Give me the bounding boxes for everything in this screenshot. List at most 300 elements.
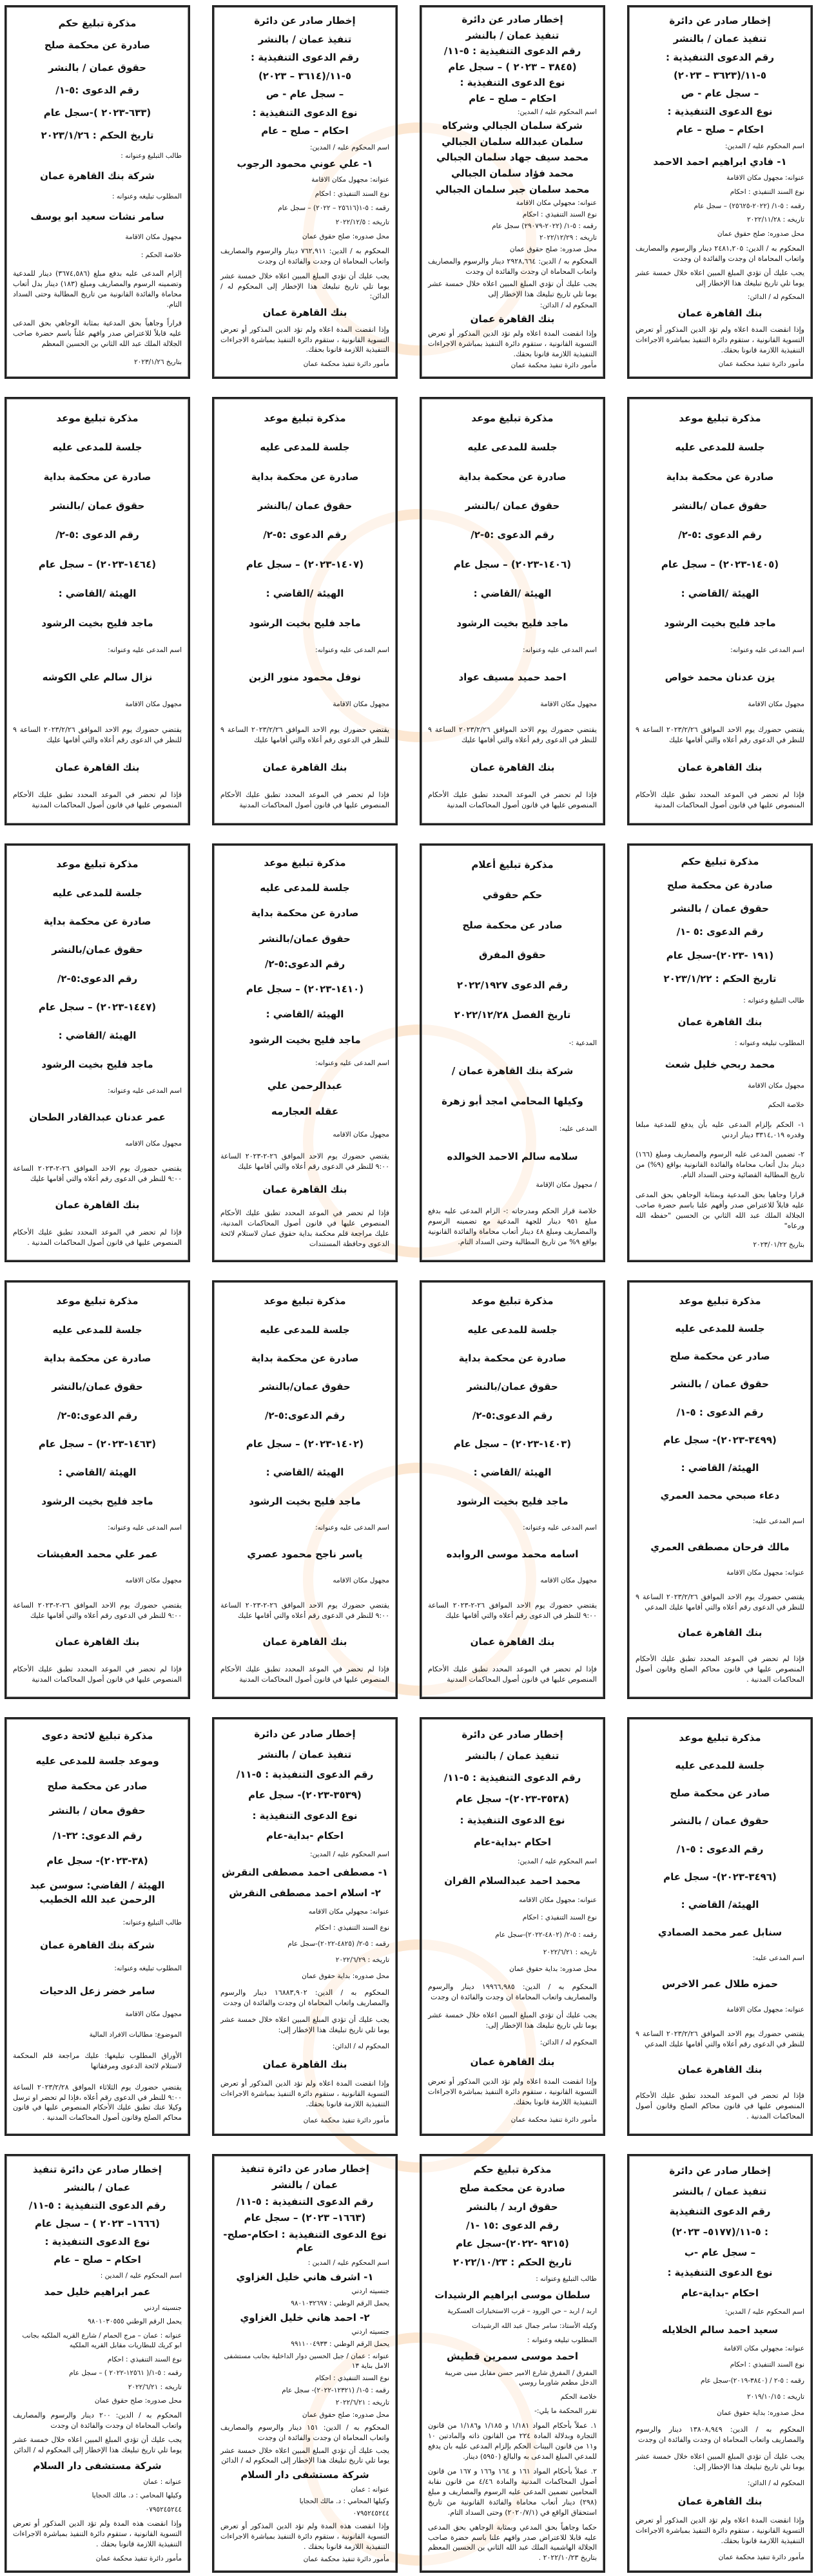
notice-party-name: ١- اشرف هاني خليل الغزاوي (236, 2271, 374, 2283)
notice-paragraph: المحكوم به / الدين: ٢٩٢٨,٦٦٤ دينار والرسوم والمصاريف واتعاب المحاماة ان وجدت والفائدة ان وجدت (428, 256, 597, 276)
notice-field: اسم المدعى عليه وعنوانه: (108, 646, 182, 655)
notice-field: وكيله الأستاذ: سامر جمال عبد الله الرشيدات (472, 2321, 597, 2330)
legal-notice (627, 843, 813, 1262)
notice-heading: (٣٥٣٨-٢٠٢٣)- سجل عام (456, 1793, 569, 1805)
notice-heading: (١٤٠٢-٢٠٢٣) – سجل عام (246, 1438, 364, 1450)
notice-paragraph: ٢- تضمين المدعى عليه الرسوم والمصاريف ومبلغ (١٦٦) دينار بدل أتعاب محاماة والفائدة القانونية بواقع (٩%) من تاريخ المطالبة القضائية وحتى السداد التام. (636, 1150, 804, 1180)
notice-heading: حقوق عمان / بالنشر (671, 903, 769, 915)
notice-field: طالب التبليغ وعنوانه : (121, 151, 182, 160)
notice-heading: (١٦٦٦– ٢٠٢٣ ) – سجل عام (35, 2218, 160, 2230)
notice-party-name: محمد سيف جهاد سلمان الجبالي (436, 151, 588, 164)
notice-field: المحكوم له / الدائن: (332, 2043, 389, 2051)
notice-paragraph: ١. عملاً بأحكام المواد ١/١٨١ و ١/١٨٥ و١/١٨٦ من قانون التجارة وبدلالة المادة ٢٢٤ من القانون ذاته والمادتين ١٠ و١١ من قانون البينات الحكم بإلزام المدعى عليه بان يدفع للمدعي المبلغ المدعى به والبالغ (٥٩٥٠) دينار. (428, 2421, 597, 2461)
notice-party-name: ١- فادي ابراهيم احمد الاحمد (653, 156, 787, 168)
notice-field: عنوانه: مجهول مكان الاقامه (519, 1896, 597, 1905)
legal-notice (212, 843, 398, 1262)
notice-field: خلاصة الحكم (560, 2392, 597, 2401)
notice-party-name: وكيلها المحامي امجد أبو زهرة (442, 1095, 583, 1107)
legal-notice (627, 397, 813, 825)
notice-heading: رقم الدعوى: ٣٢-١/ (52, 1830, 142, 1842)
notice-field: اسم المحكوم عليه / المدين: (518, 1857, 597, 1865)
notice-heading: مذكرة تبليغ موعد (264, 1295, 346, 1307)
notice-heading: جلسة للمدعى عليه (675, 441, 765, 454)
notice-field: مجهول مكان الاقامة (333, 700, 389, 709)
legal-notice (212, 1717, 398, 2136)
notice-party-name: بنك القاهرة عمان (677, 2064, 763, 2076)
notice-party-name: حمزه طلال عمر الاخرس (661, 1978, 779, 1990)
notice-field: الموضوع: مطالبات الافراد المالية (89, 2030, 182, 2039)
notice-heading: (٦٣٣-٢٠٢٣ )-سجل عام (43, 106, 151, 119)
notice-party-name: ياسر ناجح محمود عصري (247, 1548, 363, 1560)
notice-field: خلاصة الحكم : (141, 251, 182, 260)
notice-heading: احكام -بداية-عام (473, 1836, 551, 1848)
legal-notice (627, 2154, 813, 2573)
notice-paragraph: وإذا انقضت المدة اعلاه ولم تؤد الدين المذكور أو تعرض التسوية القانونية ، ستقوم دائرة التنفيذ بمباشرة الاجراءات التنفيذية اللازمة قانونا بحقك. (428, 2077, 597, 2107)
notice-paragraph: يقتضي حضورك يوم الاحد الموافق ٢٠٢٣/٢/٢٦ الساعة ٩ للنظر في الدعوى رقم أعلاه والتي أقامها عليك (636, 726, 804, 745)
notice-party-name: ٢- اسلام احمد مصطفى النقرش (229, 1887, 381, 1899)
notice-field: نوع السند التنفيذي : احكام (107, 2355, 182, 2363)
legal-notice (212, 2154, 398, 2573)
notice-heading: تاريخ الحكم : ٢٠٢٣/١/٢٦ (41, 129, 154, 141)
notice-heading: ماجد فليح بخيت الرشود (249, 617, 361, 629)
notice-heading: مذكرة تبليغ موعد (471, 412, 554, 424)
notice-field: اسم المدعى عليه وعنوانه: (523, 1524, 597, 1532)
notice-heading: نوع الدعوى التنفيذية : (252, 1809, 358, 1821)
notice-field: اسم المحكوم عليه / المدين: (725, 142, 804, 150)
notice-paragraph: يقتضي حضورك يوم الاحد الموافق ٢٦-٢-٢٠٢٣ الساعة ٩:٠٠ للنظر في الدعوى رقم أعلاه والتي أقامها عليك (13, 1601, 182, 1620)
notice-heading: رقم الدعوى :٥-١/ (55, 84, 139, 97)
notice-party-name: عمر عدنان عبدالقادر الطحان (29, 1111, 166, 1123)
notice-heading: الهيئة / القاضي: سوسن عبد الرحمن عبد الله الخطيب (30, 1879, 165, 1906)
notice-field: مجهول مكان الاقامه (333, 1577, 389, 1585)
legal-notice (627, 1280, 813, 1699)
notice-heading: نوع الدعوى التنفيذية : احكام-صلح-عام (223, 2228, 387, 2254)
notice-heading: (١٤٠٧-٢٠٢٣) – سجل عام (246, 558, 364, 570)
notice-heading: مذكرة تبليغ موعد (56, 858, 139, 870)
notice-heading: الهيئة /القاضي : (58, 1030, 137, 1042)
notice-field: مأمور دائرة تنفيذ محكمة عمان (95, 2554, 182, 2562)
notice-field: اسم المحكوم عليه / المدين : (307, 2258, 389, 2267)
notice-heading: ماجد فليح بخيت الرشود (249, 1495, 361, 1507)
notice-party-name: ٢- احمد هاني خليل الغزاوي (240, 2311, 370, 2323)
notice-paragraph: يجب عليك أن تؤدي المبلغ المبين اعلاه خلال خمسة عشر يوما تلي تاريخ تبليغك هذا الإخطار إلى المحكوم له / الدائن: (220, 271, 389, 301)
notice-field: مأمور دائرة تنفيذ محكمة عمان (510, 361, 597, 370)
notice-field: مجهول مكان الاقامه (125, 1140, 182, 1148)
notice-party-name: بنك القاهرة عمان (262, 761, 347, 773)
notice-heading: مذكرة تبليغ موعد (679, 412, 761, 424)
notice-heading: رقم الدعوى :٥-٢/ (678, 529, 762, 541)
notice-paragraph: يجب عليك أن تؤدي المبلغ المبين اعلاه خلال خمسة عشر يوما تلي تاريخ تبليغك هذا الإخطار إلى المحكوم له / الدائن (220, 2446, 389, 2465)
notice-party-name: احمد حميد مسيف عواد (458, 671, 567, 683)
legal-notice (420, 397, 605, 825)
notice-heading: إخطار صادر عن دائرة تنفيذ (240, 2162, 369, 2175)
notice-heading: مذكرة تبليغ حكم (681, 856, 759, 868)
notice-field: المطلوب تبليغه وعنوانه: (114, 1964, 182, 1972)
notice-heading: إخطار صادر عن دائرة (254, 15, 356, 27)
notice-field: مأمور دائرة تنفيذ محكمة عمان (303, 2116, 389, 2124)
notice-heading: تاريخ الحكم : ٢٠٢٣/١/٢٢ (663, 973, 777, 985)
notice-field: مأمور دائرة تنفيذ محكمة عمان (510, 2115, 597, 2124)
notice-heading: مذكرة تبليغ موعد (679, 1731, 761, 1744)
notice-field: عنوانه : عمان (351, 2485, 389, 2494)
notice-paragraph: يجب عليك أن تؤدي المبلغ المبين اعلاه خلال خمسة عشر يوما تلي تاريخ تبليغك هذا الإخطار إلى (428, 279, 597, 298)
notice-paragraph: فإذا لم تحضر في الموعد المحدد تطبق عليك الأحكام المنصوص عليها في قانون أصول المحاكمات المدنية (636, 791, 804, 810)
notice-heading: تنفيذ عمان / بالنشر (258, 33, 352, 45)
notice-heading: ماجد فليح بخيت الرشود (41, 1495, 153, 1507)
notice-field: مأمور دائرة تنفيذ محكمة عمان (718, 360, 804, 369)
notice-field: رقمه : ٥-٢/ (٤٨٢٥-٢٠٢٢)-سجل عام (287, 1939, 389, 1948)
notice-party-name: بنك القاهرة عمان (677, 1627, 763, 1639)
notice-heading: إخطار صادر عن دائرة (254, 1727, 356, 1740)
notice-heading: حقوق عمان/بالنشر (467, 1381, 558, 1393)
notice-heading: ماجد فليح بخيت الرشود (41, 617, 153, 629)
legal-notice (212, 1280, 398, 1699)
notice-party-name: بنك القاهرة عمان (470, 313, 555, 325)
notice-heading: جلسة للمدعى عليه (675, 1322, 765, 1334)
notice-heading: دعاء صبحي محمد العمري (660, 1490, 780, 1502)
notice-heading: صادرة عن محكمة بداية (43, 915, 151, 927)
notice-party-name: بنك القاهرة عمان (262, 2059, 347, 2071)
notice-heading: ماجد فليح بخيت الرشود (456, 1495, 568, 1507)
notice-heading: احكام – صلح – عام (469, 92, 556, 104)
legal-notice (420, 1280, 605, 1699)
notice-heading: احكام – صلح – عام (53, 2254, 141, 2266)
notice-paragraph: يجب عليك أن تؤدي المبلغ المبين اعلاه خلال خمسة عشر يوما تلي تاريخ تبليغك هذا الإخطار إلى: (428, 2010, 597, 2030)
notice-heading: (١٦٦٣– ٢٠٢٣) – سجل عام (244, 2212, 366, 2224)
notice-heading: مذكرة تبليغ موعد (264, 856, 346, 869)
notice-field: طالب التبليغ وعنوانه : (536, 2274, 597, 2283)
notice-party-name: سامر خضر زعل الدحيات (39, 1985, 155, 1997)
legal-notice (420, 1717, 605, 2136)
notice-heading: عمان / بالنشر (64, 2182, 131, 2194)
notice-paragraph: يجب عليك أن تؤدي المبلغ المبين اعلاه خلال خمسة عشر يوما تلي تاريخ تبليغك هذا الإخطار إلى: (220, 2015, 389, 2035)
notice-paragraph: وإذا انقضت المدة اعلاه ولم تؤد الدين المذكور أو تعرض التسوية القانونية ، ستقوم دائرة التنفيذ بمباشرة الاجراءات التنفيذية اللازمة قانونا بحقك. (428, 329, 597, 358)
notice-party-name: نوفل محمود منور الزبن (249, 671, 361, 683)
notice-paragraph: المحكوم به / الدين: ٧٦٢,٩١١ دينار والرسوم والمصاريف واتعاب المحاماة ان وجدت والفائدة ان وجدت (220, 246, 389, 265)
notice-field: ٠٧٩٥٢٤٥٢٤٤ (145, 2505, 182, 2514)
notice-heading: حقوق عمان /بالنشر (465, 500, 560, 512)
notice-party-name: محمد احمد عبدالسلام القران (444, 1874, 581, 1887)
legal-notices-grid (3, 5, 813, 2573)
notice-heading: صادرة عن محكمة بداية (458, 1352, 567, 1364)
notice-party-name: بنك القاهرة عمان (55, 761, 140, 773)
notice-heading: نوع الدعوى التنفيذية : (667, 2267, 773, 2279)
notice-field: اسم المدعى عليه وعنوانه: (108, 1524, 182, 1532)
notice-party-name: عبدالرحمن علي (267, 1080, 343, 1092)
notice-heading: (١٤٤٧-٢٠٢٣) – سجل عام (38, 1001, 157, 1014)
notice-field: اربد / اربد – حي الورود – قرب الاستخبارات العسكرية (447, 2307, 597, 2316)
notice-field: اسم المدعى عليه وعنوانه: (523, 646, 597, 655)
notice-party-name: سلمان عبدالله سلمان الجبالي (442, 135, 583, 148)
notice-field: جنسيته اردني (144, 2303, 182, 2312)
notice-field: يحمل الرقم الوطني : ٩٩١١٠٠٤٩٣٣ (291, 2340, 389, 2349)
notice-heading: (١٤١٠-٢٠٢٣) – سجل عام (246, 983, 364, 995)
notice-heading: جلسة للمدعى عليه (52, 441, 142, 454)
notice-field: نوع السند التنفيذي : احكام (522, 211, 597, 219)
legal-notice (5, 1717, 190, 2136)
notice-heading: نوع الدعوى التنفيذية : (460, 1814, 565, 1827)
notice-field: نوع السند التنفيذي : احكام (522, 1913, 597, 1921)
notice-heading: حقوق عمان / بالنشر (671, 1378, 769, 1390)
notice-heading: مذكرة تبليغ موعد (264, 412, 346, 424)
notice-heading: جلسة للمدعى عليه (467, 1323, 558, 1336)
notice-paragraph: فإذا لم تحضر في الموعد المحدد تطبق عليك الأحكام المنصوص عليها في قانون محاكم الصلح وقانون أصول المحاكمات المدنية . (636, 1655, 804, 1684)
notice-heading: عمان / بالنشر (271, 2179, 338, 2191)
notice-party-name: بنك القاهرة عمان (677, 2495, 763, 2508)
notice-party-name: سامر نشات سعيد ابو يوسف (30, 210, 164, 222)
notice-paragraph: فإذا لم تحضر في الموعد المحدد تطبق عليك الأحكام المنصوص عليها في قانون أصول المحاكمات المدنية (220, 791, 389, 810)
notice-field: اسم المحكوم عليه / المدين: (725, 2307, 804, 2316)
legal-notice (420, 843, 605, 1262)
notice-field: عنوانه: مجهولي مكان الاقامة (723, 2344, 804, 2352)
notice-field: محل صدوره: صلح حقوق عمان (94, 2397, 182, 2405)
notice-field: محل صدوره: صلح حقوق عمان (509, 245, 597, 253)
notice-field: رقمه : ٥-٢/ (٤٨٠٢-٢٠٢٢)-سجل عام (495, 1930, 597, 1939)
notice-heading: صادرة عن محكمة بداية (251, 1352, 359, 1364)
notice-field: نوع السند التنفيذي : احكام (315, 2374, 389, 2383)
notice-field: وكيلها المحامي : د. مالك الحجايا (299, 2497, 389, 2506)
notice-field: تاريخه : ٢٠٢٢/١٢/٢٩ (539, 233, 597, 242)
notice-field: مجهول مكان الاقامه (125, 1577, 182, 1585)
notice-field: رقمه : ٥-١/ (١٢٣٢١-٢٠٢٢)- سجل عام (282, 2387, 389, 2395)
notice-field: المحكوم له / الدائن: (747, 2479, 804, 2488)
notice-paragraph: يقتضي حضورك يوم الاحد الموافق ٢٠٢٣/٢/٢٦ الساعة ٩ للنظر في الدعوى رقم أعلاه والتي أقامها عليك (428, 726, 597, 745)
notice-heading: تنفيذ عمان / بالنشر (673, 33, 767, 45)
notice-heading: رقم الدعوى التنفيذية : ٥-١١/ (443, 45, 581, 57)
notice-heading: حقوق عمان/بالنشر (259, 932, 351, 945)
notice-party-name: احمد موسى سمرين قطيش (447, 2350, 578, 2362)
notice-paragraph: المحكوم به / الدين: ٢٠٠ دينار والرسوم والمصاريف واتعاب المحاماة ان وجدت والفائدة ان وجدت (13, 2410, 182, 2430)
notice-heading: إخطار صادر عن دائرة تنفيذ (33, 2164, 162, 2176)
notice-party-name: ١- مصطفى احمد مصطفى النقرش (222, 1867, 388, 1879)
notice-heading: حقوق عمان /بالنشر (672, 500, 768, 512)
notice-heading: حقوق اربد / بالنشر (467, 2200, 558, 2213)
notice-field: يحمل الرقم الوطني ٩٨٠١٠٣٠٥٥٥ (88, 2318, 182, 2326)
notice-heading: حقوق عمان/بالنشر (52, 1381, 143, 1393)
notice-field: مجهول مكان الاقامة (748, 1082, 804, 1090)
notice-heading: مذكرة تبليغ موعد (56, 1295, 139, 1307)
notice-field: عنوانه: مجهول مكان الاقامة (726, 1569, 804, 1577)
notice-field: محل صدوره: صلح حقوق عمان (717, 230, 804, 238)
notice-field: عنوانه: مجهول مكان الاقامة (726, 174, 804, 182)
legal-notice (420, 2154, 605, 2573)
notice-heading: (١٤٦٣-٢٠٢٣) – سجل عام (38, 1438, 157, 1450)
notice-heading: (١٤٠٦-٢٠٢٣) – سجل عام (453, 558, 572, 570)
notice-paragraph: وإذا انقضت المدة اعلاه ولم تؤد الدين المذكور أو تعرض التسوية القانونية ، ستقوم دائرة التنفيذ بمباشرة الاجراءات التنفيذية اللازمة قانونا بحقك. (636, 2515, 804, 2545)
notice-field: المدعية :- (568, 1039, 597, 1047)
notice-heading: نوع الدعوى التنفيذية : (667, 106, 773, 118)
notice-paragraph: وإذا انقضت المدة اعلاه ولم تؤد الدين المذكور أو تعرض التسوية القانونية ، ستقوم دائرة التنفيذ بمباشرة الاجراءات التنفيذية اللازمة قانونا بحقك. (220, 2079, 389, 2108)
notice-heading: مذكرة تبليغ موعد (679, 1294, 761, 1307)
notice-heading: حقوق عمان/بالنشر (52, 944, 143, 956)
notice-paragraph: يقتضي حضورك يوم الاحد الموافق ٢٠٢٣/٢/٢٦ الساعة ٩ للنظر في الدعوى رقم أعلاه والتي أقامها عليك (13, 726, 182, 745)
notice-paragraph: وإذا انقضت هذه المدة ولم تؤد الدين المذكور أو تعرض التسوية القانونية ، ستقوم دائرة التنفيذ بمباشرة الاجراءات التنفيذية اللازمة قانونا بحقك . (13, 2519, 182, 2549)
notice-field: طالب التبليغ وعنوانه : (743, 996, 804, 1004)
notice-field: محل صدوره: بداية حقوق عمان (717, 2409, 804, 2417)
notice-heading: حقوق عمان /بالنشر (50, 500, 145, 512)
notice-party-name: عقله العجارمه (271, 1105, 339, 1117)
notice-field: رقمه : ٥-١/( ١٢٥٦١-٢٠٢٢ ) – سجل عام (69, 2369, 182, 2378)
legal-notice (5, 1280, 190, 1699)
notice-paragraph: المحكوم به / الدين: ١٣٨٠٨,٩٤٩ دينار والرسوم والمصاريف واتعاب المحاماة ان وجدت والفائدة ان وجدت (636, 2425, 804, 2445)
notice-heading: مذكرة تبليغ أعلام (471, 859, 554, 871)
notice-paragraph: يقتضي حضورك يوم الاحد الموافق ٢٠٢٣/٢/٢٦ الساعة ٩ للنظر في الدعوى رقم أعلاه والتي أقامها عليك المدعي (636, 1592, 804, 1611)
notice-heading: جلسة للمدعى عليه (52, 1323, 142, 1336)
legal-notice (212, 397, 398, 825)
notice-field: اسم المدعى عليه وعنوانه: (108, 1087, 182, 1095)
notice-field: المحكوم له / الدائن: (539, 302, 597, 310)
notice-party-name: سعيد احمد سالم الخلايله (662, 2323, 778, 2336)
notice-heading: احكام – صلح – عام (261, 125, 349, 137)
notice-paragraph: يقتضي حضورك يوم الاحد الموافق ٢٠٢٣/٢/٢٦ الساعة ٩ للنظر في الدعوى رقم أعلاه والتي أقامها عليك (220, 726, 389, 745)
notice-party-name: شركة مستشفى دار السلام (33, 2459, 162, 2472)
notice-heading: صادرة عن محكمة بداية (43, 1352, 151, 1364)
notice-field: المدعى عليه: (559, 1125, 597, 1133)
notice-party-name: بنك القاهرة عمان (262, 307, 347, 319)
notice-heading: رقم الدعوى التنفيذية : (250, 52, 360, 64)
notice-field: المطلوب تبليغه وعنوانه : (112, 192, 182, 200)
notice-field: عنوانه: مجهول مكان الاقامة (726, 2006, 804, 2014)
notice-party-name: عمر ابراهيم خليل حمد (44, 2285, 151, 2298)
notice-party-name: محمد ربحي خليل شعث (665, 1058, 775, 1070)
notice-heading: (١٩١ -٢٠٢٣)-سجل عام (666, 949, 774, 961)
notice-heading: احكام – صلح – عام (676, 124, 764, 136)
notice-heading: إخطار صادر عن دائرة (669, 15, 771, 27)
notice-heading: حقوق عمان / بالنشر (48, 62, 146, 74)
notice-heading: (٩٣١٥ -٢٠٢٢)-سجل عام (456, 2238, 569, 2250)
notice-heading: (٣٨-٢٠٢٣)- سجل عام (46, 1854, 148, 1867)
notice-field: المطلوب تبليغه وعنوانه : (735, 1039, 804, 1047)
notice-party-name: محمد سلمان جبر سلمان الجبالي (435, 183, 590, 195)
notice-party-name: محمد فؤاد سلمان الجبالي (451, 168, 574, 179)
notice-field: اسم المدعى عليه وعنوانه: (315, 1524, 389, 1532)
notice-party-name: مالك فرحان مصطفى العمري (650, 1541, 790, 1553)
notice-heading: رقم الدعوى :٥-٢/ (55, 529, 139, 541)
notice-field: مجهول مكان الاقامة (540, 700, 597, 709)
notice-heading: صادر عن محكمة صلح (670, 1787, 770, 1800)
notice-heading: – سجل عام - ص (266, 88, 344, 101)
notice-heading: صادر عن محكمة صلح (462, 919, 563, 931)
notice-field: نوع السند التنفيذي : احكام (315, 190, 389, 198)
notice-heading: احكام -بداية-عام (266, 1830, 344, 1842)
notice-heading: حقوق عمان /بالنشر (257, 500, 353, 512)
notice-heading: صادر عن محكمة صلح (47, 1780, 148, 1792)
notice-field: اسم المدعى عليه وعنوانه: (315, 646, 389, 655)
notice-paragraph: وإذا انقضت المدة اعلاه ولم تؤد الدين المذكور أو تعرض التسوية القانونية ، ستقوم دائرة التنفيذ بمباشرة الاجراءات التنفيذية اللازمة قانونا بحقك. (636, 325, 804, 354)
notice-heading: رقم الدعوى :٥-٢/ (471, 529, 554, 541)
notice-paragraph: المحكوم به / الدين: ٢٤٨١,٢٠٥ دينار والرسوم والمصاريف واتعاب المحاماة ان وجدت والفائدة ان وجدت (636, 244, 804, 263)
legal-notice (5, 843, 190, 1262)
notice-heading: صادرة عن محكمة صلح (459, 2182, 566, 2195)
notice-field: جنسيته اردني (351, 2287, 389, 2296)
notice-heading: حقوق عمان/بالنشر (259, 1381, 351, 1393)
notice-heading: تاريخ الفصل ٢٠٢٢/١٢/٢٨ (454, 1009, 571, 1021)
notice-field: خلاصة الحكم (768, 1101, 804, 1110)
notice-paragraph: حكما وجاهياً بحق المدعي وبمثابة الوجاهي بحق المدعى عليه قابلا للاعتراض صدر وافهم علنا باسم حضرة صاحب الجلالة الهاشمية الملك عبد الله الثاني بن الحسين المعظم بتاريخ ٢٠٢٢/١٠/٢٣ . (428, 2523, 597, 2562)
notice-paragraph: فإذا لم تحضر في الموعد المحدد تطبق عليك الأحكام المنصوص عليها في قانون أصول المحاكمات المدنية (428, 791, 597, 810)
legal-notice (212, 5, 398, 379)
notice-paragraph: المحكوم به / الدين: ١٦٨٨٣,٩٠٢ دينار والرسوم والمصاريف واتعاب المحاماة ان وجدت والفائدة ان وجدت (220, 1988, 389, 2008)
notice-heading: جلسة للمدعى عليه (260, 1323, 350, 1336)
notice-heading: حقوق عمان / بالنشر (671, 1815, 769, 1827)
notice-heading: سنابل عمر محمد الصمادي (657, 1927, 782, 1939)
notice-field: رقمه : ٥-١/ (٢٠٢٢-٢٩٠٧٩) سجل عام (492, 222, 597, 230)
notice-field: رقمه : ٥-٢ / (٣٨٤٠-٢٠١٩)-سجل عام (700, 2376, 804, 2385)
notice-field: تاريخه : ٢٠١٩/١٠/١٥ (747, 2393, 804, 2401)
notice-field: مجهول مكان الاقامة (748, 700, 804, 709)
notice-paragraph: إلزام المدعى عليه بدفع مبلغ (٣٦٧٤,٥٨٦) دينار للمدعية وتضمينه الرسوم والمصاريف ومبلغ (١٨٣) دينار بدل أتعاب محاماة والفائدة القانونية من تاريخ المطالبة وحتى السداد التام. (13, 269, 182, 309)
notice-paragraph: فإذا لم تحضر في الموعد المحدد تطبق عليك الأحكام المنصوص عليها في قانون أصول المحاكمات المدنية (13, 1664, 182, 1684)
notice-field: نوع السند التنفيذي : احكام (730, 188, 804, 197)
notice-paragraph: يقتضي حضورك يوم الاحد الموافق ٢٦-٢-٢٠٢٣ الساعة ٩:٠٠ للنظر في الدعوى رقم أعلاه والتي أقامها عليك (13, 1164, 182, 1183)
notice-heading: تنفيذ عمان / بالنشر (465, 29, 559, 41)
notice-field: تاريخه : ٢٠٢٢/١٢/٥ (335, 218, 389, 227)
notice-heading: رقم الدعوى التنفيذية : ٥-١١/ (236, 2195, 374, 2207)
notice-heading: مذكرة تبليغ موعد (471, 1295, 554, 1307)
notice-field: بتاريخ ٢٠٢٣/٠١/٢٢ (753, 1241, 804, 1249)
notice-party-name: بنك القاهرة عمان (55, 1199, 140, 1211)
notice-heading: إخطار صادر عن دائرة (669, 2164, 771, 2177)
notice-heading: ماجد فليح بخيت الرشود (249, 1033, 361, 1046)
notice-paragraph: فإذا لم تحضر في الموعد المحدد تطبق عليك الأحكام المنصوص عليها في قانون أصول المحاكمات المدنية (13, 791, 182, 810)
notice-heading: مذكرة تبليغ حكم (58, 17, 137, 29)
notice-heading: تنفيذ عمان / بالنشر (258, 1748, 352, 1760)
notice-field: تاريخه : ٢٠٢٢/٦/٢٩ (335, 1956, 389, 1965)
notice-heading: احكام -بداية-عام (681, 2287, 759, 2300)
legal-notice (420, 5, 605, 379)
notice-heading: إخطار صادر عن دائرة (461, 1728, 563, 1740)
notice-heading: صادر عن محكمة صلح (670, 1350, 770, 1363)
notice-paragraph: يقتضي حضورك يوم الاحد الموافق ٢٦-٢-٢٠٢٣ الساعة ٩:٠٠ للنظر في الدعوى رقم أعلاه والتي أقامها عليك (428, 1601, 597, 1620)
notice-field: المطلوب تبليغه وعنوانه : (527, 2336, 597, 2344)
notice-field: عنوانه : عمان (143, 2477, 182, 2486)
notice-paragraph: فإذا لم تحضر في الموعد المحدد تطبق عليك الأحكام المنصوص عليها في قانون أصول المحاكمات المدنية . (13, 1227, 182, 1247)
legal-notice (5, 397, 190, 825)
notice-heading: (٣٤٩٩-٢٠٢٣)- سجل عام (663, 1434, 777, 1446)
notice-field: عنوانه : عمان / جبل الحسين دوار الداخلية بجانب مستشفى الامل بناية ١٣ (224, 2352, 389, 2370)
notice-field: بتاريخ ٢٠٢٣/١/٢٦ (134, 358, 182, 367)
notice-party-name: بنك القاهرة عمان (262, 1184, 347, 1196)
notice-heading: الهيئة/ القاضي : (681, 1461, 759, 1474)
notice-field: اسم المدعى عليه وعنوانه: (730, 646, 804, 655)
notice-heading: رقم الدعوى التنفيذية : ٥-١١/ (443, 1771, 581, 1783)
notice-field: رقمه : ٥-١/ (٢٠٢٢-٢٥٦٢٥) – سجل عام (694, 202, 804, 210)
notice-heading: حكم حقوقي (482, 889, 543, 901)
notice-field: اسم المدعى عليه وعنوانه: (315, 1059, 389, 1067)
notice-field: مجهول مكان الاقامة (125, 233, 182, 241)
notice-party-name: بنك القاهرة عمان (677, 1015, 763, 1028)
notice-field: اسم المدعى عليه: (752, 1954, 804, 1963)
notice-party-name: شركة بنك القاهرة عمان (40, 1939, 155, 1952)
notice-heading: رقم الدعوى:٥-٢/ (57, 972, 138, 985)
notice-party-name: بنك القاهرة عمان (677, 761, 763, 773)
notice-field: مجهول مكان الاقامة (125, 700, 182, 709)
notice-field: مأمور دائرة تنفيذ محكمة عمان (303, 2555, 389, 2563)
notice-party-name: يزن عدنان محمد خواص (665, 671, 775, 683)
notice-heading: رقم الدعوى التنفيذية : ٥-١١/ (236, 1769, 374, 1781)
notice-party-name: اسامه محمد موسى الروابده (446, 1548, 579, 1560)
notice-heading: الهيئة /القاضي : (58, 1466, 137, 1479)
notice-paragraph: يجب عليك أن تؤدي المبلغ المبين اعلاه خلال خمسة عشر يوما تلي تاريخ تبليغك هذا الإخطار إلى: (636, 2452, 804, 2472)
notice-heading: : ٥-١١/(٥١٧٧– ٢٠٢٣) (671, 2226, 769, 2238)
notice-paragraph: وإذا انقضت المدة اعلاه ولم تؤد الدين المذكور أو تعرض التسوية القانونية ، ستقوم دائرة التنفيذ بمباشرة الاجراءات التنفيذية اللازمة قانونا بحقك. (220, 325, 389, 354)
notice-field: تاريخه : ٢٠٢٢/٦/٢١ (335, 2399, 389, 2407)
notice-heading: رقم الدعوى التنفيذية : ٥-١١/ (28, 2200, 166, 2212)
notice-heading: صادرة عن محكمة بداية (43, 470, 151, 483)
notice-heading: الهيئة /القاضي : (473, 588, 552, 600)
notice-heading: نوع الدعوى التنفيذية : (460, 77, 565, 89)
notice-heading: ٥-١١/(٣٦١٤ – ٢٠٢٣) (258, 70, 352, 82)
